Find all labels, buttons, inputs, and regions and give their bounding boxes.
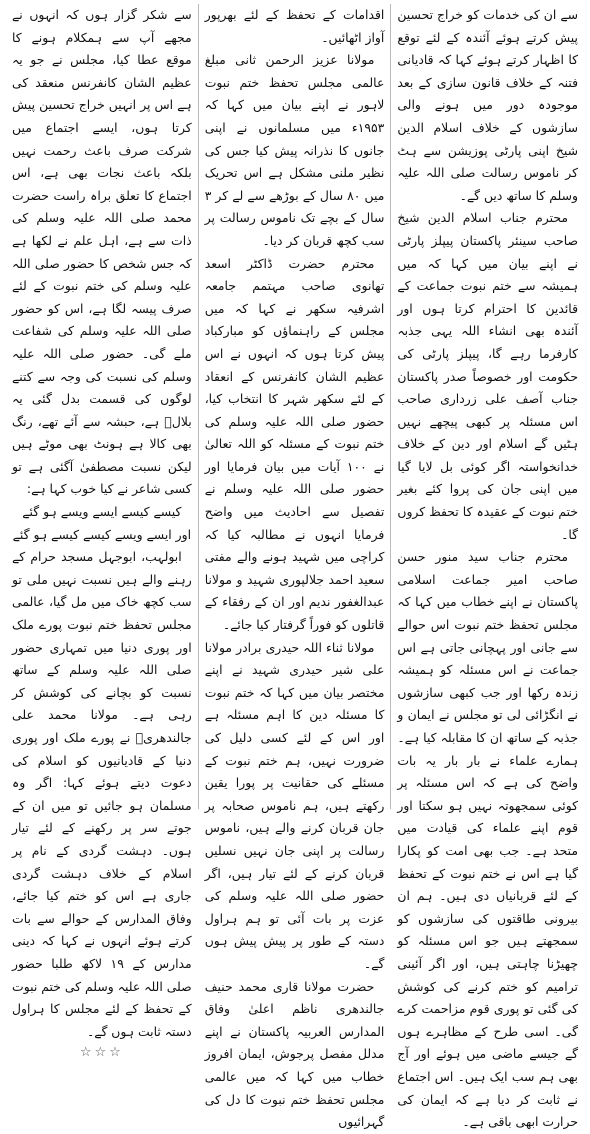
paragraph: سے شکر گزار ہوں کہ انہوں نے مجھے آپ سے ہمکلام ہونے کا موقع عطا کیا، مجلس نے جو یہ عظیم الشان کانفرنس منعقد کی ہے اس پر انہیں خراج تحسین پیش کرتا ہوں، ایسے اجتماع میں شرکت صرف باعث رحمت نہیں بلکہ باعث نجات بھی ہے، اس اجتماع کا تعلق براہ راست حضرت محمد صلی اللہ علیہ وسلم کی ذات سے ہے، اہل علم نے لکھا ہے کہ جس شخص کا حضور صلی اللہ علیہ وسلم کی ختم نبوت کے لئے صرف پیسہ لگا ہے، اس کو حضور صلی اللہ علیہ وسلم کی شفاعت ملے گی۔ حضور صلی اللہ علیہ وسلم کی نسبت کی وجہ سے کتنے لوگوں کی قسمت بدل گئی یہ بلالؓ ہے، حبشہ سے آئے تھے، رنگ بھی کالا ہے ہونٹ بھی موٹے ہیں لیکن نسبت مصطفیٰ آگئی ہے تو کسی شاعر نے کیا خوب کہا ہے: xyxy=(12,7,192,497)
end-stars-ornament: ☆☆☆ xyxy=(79,1045,124,1061)
column-right xyxy=(391,4,584,1130)
paragraph: مولانا ثناء اللہ حیدری برادر مولانا علی شیر حیدری شہید نے اپنے مختصر بیان میں کہا کہ ختم نبوت کا مسئلہ دین کا اہم مسئلہ ہے اور اس کے لئے کسی دلیل کی ضرورت نہیں، ہم ختم نبوت کے مسئلے کی حقانیت پر پورا یقین رکھتے ہیں، ہم ناموس صحابہ پر جان قربان کرنے والے ہیں، ناموس رسالت پر اپنی جان نہیں نسلیں قربان کرنے کے لئے تیار ہیں، اگر حضور صلی اللہ علیہ وسلم کی عزت پر بات آئی تو ہم ہراول دستہ کے طور پر پیش پیش ہوں گے۔ xyxy=(204,639,385,971)
columns-container xyxy=(6,4,584,1130)
verse-line: اور ایسے ویسے کیسے کیسے ہو گئے xyxy=(12,526,192,542)
paragraph: محترم جناب سید منور حسن صاحب امیر جماعت اسلامی پاکستان نے اپنے خطاب میں کہا کہ مجلس تحفظ ختم نبوت اس حوالے سے جانی اور پہچانی جاتی ہے اس جماعت نے اس مسئلہ کو ہمیشہ زندہ رکھا اور جب کبھی سازشوں نے انگڑائی لی تو مجلس نے ایمان و جذبہ کے ساتھ ان کا مقابلہ کیا ہے۔ ہمارے علماء نے بار بار یہ بات واضح کی ہے کہ اس مسئلہ پر کوئی سمجھوتہ نہیں ہو سکتا اور قوم اپنے علماء کی قیادت میں متحد ہے۔ جب بھی امت کو پکارا گیا ہے اس نے ختم نبوت کے تحفظ کے لئے قربانیاں دی ہیں۔ ہم ان بیرونی طاقتوں کی سازشوں کو سمجھتے ہیں جو اس مسئلہ کو چھیڑنا چاہتی ہیں، اور اگر آئینی ترامیم کو ختم کرنے کی کوشش کی گئی تو پوری قوم مزاحمت کرے گی۔ اسی طرح کے مظاہرے ہوں گے جیسے ماضی میں ہوئے اور آج بھی ہم سب ایک ہیں۔ اس اجتماع نے ثابت کر دیا ہے کہ ایمان کی حرارت ابھی باقی ہے۔ xyxy=(397,549,578,1130)
paragraph: ابولہب، ابوجہل مسجد حرام کے رہنے والے ہیں نسبت نہیں ملی تو سب کچھ خاک میں مل گیا، عالمی مجلس تحفظ ختم نبوت پورے ملک اور پوری دنیا میں تمہاری حضور صلی اللہ علیہ وسلم کے ساتھ نسبت کو بچانے کی کوشش کر رہی ہے۔ مولانا محمد علی جالندھریؒ نے پورے ملک اور پوری دنیا کے قادیانیوں کو اسلام کی دعوت دیتے ہوئے کہا: اگر وہ مسلمان ہو جائیں تو میں ان کے جوتے سر پر رکھنے کے لئے تیار ہوں۔ دہشت گردی کے نام پر اسلام کے خلاف دہشت گردی جاری ہے اس کو ختم کیا جائے، وفاق المدارس کے حوالے سے بات کرتے ہوئے انہوں نے کہا کہ دینی مدارس کے ۱۹ لاکھ طلبا حضور صلی اللہ علیہ وسلم کی ختم نبوت کے تحفظ کے لئے مجلس کا ہراول دستہ ثابت ہوں گے۔ xyxy=(12,549,192,1039)
paragraph: حضرت مولانا قاری محمد حنیف جالندھری ناظم اعلیٰ وفاق المدارس العربیہ پاکستان نے اپنے مدلل مفصل پرجوش، ایمان افروز خطاب میں کہا کہ میں عالمی مجلس تحفظ ختم نبوت کا دل کی گہرائیوں xyxy=(204,978,385,1130)
column-left xyxy=(6,4,199,1061)
verse-line: کیسے کیسے ایسے ویسے ہو گئے xyxy=(22,504,182,520)
column-middle xyxy=(199,4,392,1130)
paragraph: سے ان کی خدمات کو خراج تحسین پیش کرتے ہوئے آئندہ کے لئے توقع کا اظہار کرتے ہوئے کہا کہ قادیانی فتنہ کے خلاف قانون سازی کے بعد موجودہ دور میں ہونے والی سازشوں کے خلاف اسلام الدین شیخ اپنی پارٹی پوزیشن سے ہٹ کر ناموس رسالت صلی اللہ علیہ وسلم کا ساتھ دیں گے۔ xyxy=(397,7,578,203)
paragraph: مولانا عزیز الرحمن ثانی مبلغ عالمی مجلس تحفظ ختم نبوت لاہور نے اپنے بیان میں کہا کہ ۱۹۵۳ء میں مسلمانوں نے اپنی جانوں کا نذرانہ پیش کیا جس کی نظیر ملنی مشکل ہے اس تحریک میں ۸۰ سال کے بوڑھے سے لے کر ۳ سال کے بچے تک ناموس رسالت پر سب کچھ قربان کر دیا۔ xyxy=(204,52,385,248)
paragraph: محترم جناب اسلام الدین شیخ صاحب سینئر پاکستان پیپلز پارٹی نے اپنے بیان میں کہا کہ میں ہمیشہ سے ختم نبوت جماعت کے قائدین کا احترام کرتا ہوں اور آئندہ بھی انشاء اللہ یہی جذبہ کارفرما رہے گا، پیپلز پارٹی کی حکومت اور خصوصاً صدر پاکستان جناب آصف علی زرداری صاحب اس مسئلہ پر کبھی پیچھے نہیں ہٹیں گے اسلام اور دین کے خلاف خدانخواستہ اگر کوئی بل لایا گیا میں اپنی جان کی پروا کئے بغیر ختم نبوت کے عقیدہ کا تحفظ کروں گا۔ xyxy=(397,210,578,542)
paragraph: اقدامات کے تحفظ کے لئے بھرپور آواز اٹھائیں۔ xyxy=(204,7,385,45)
verse xyxy=(12,501,192,546)
paragraph: محترم حضرت ڈاکٹر اسعد تھانوی صاحب مہتمم جامعہ اشرفیہ سکھر نے کہا کہ میں مجلس کے راہنماؤں کو مبارکباد پیش کرتا ہوں کہ انہوں نے اس عظیم الشان کانفرنس کے انعقاد کے لئے سکھر شہر کا انتخاب کیا، حضور صلی اللہ علیہ وسلم کی ختم نبوت کے مسئلہ کو اللہ تعالیٰ نے ۱۰۰ آیات میں بیان فرمایا اور حضور صلی اللہ علیہ وسلم نے تفصیل سے احادیث میں واضح فرمایا انہوں نے مطالبہ کیا کہ کراچی میں شہید ہونے والے مفتی سعید احمد جلالپوری شہید و مولانا عبدالغفور ندیم اور ان کے رفقاء کے قاتلوں کو فوراً گرفتار کیا جائے۔ xyxy=(204,255,385,633)
